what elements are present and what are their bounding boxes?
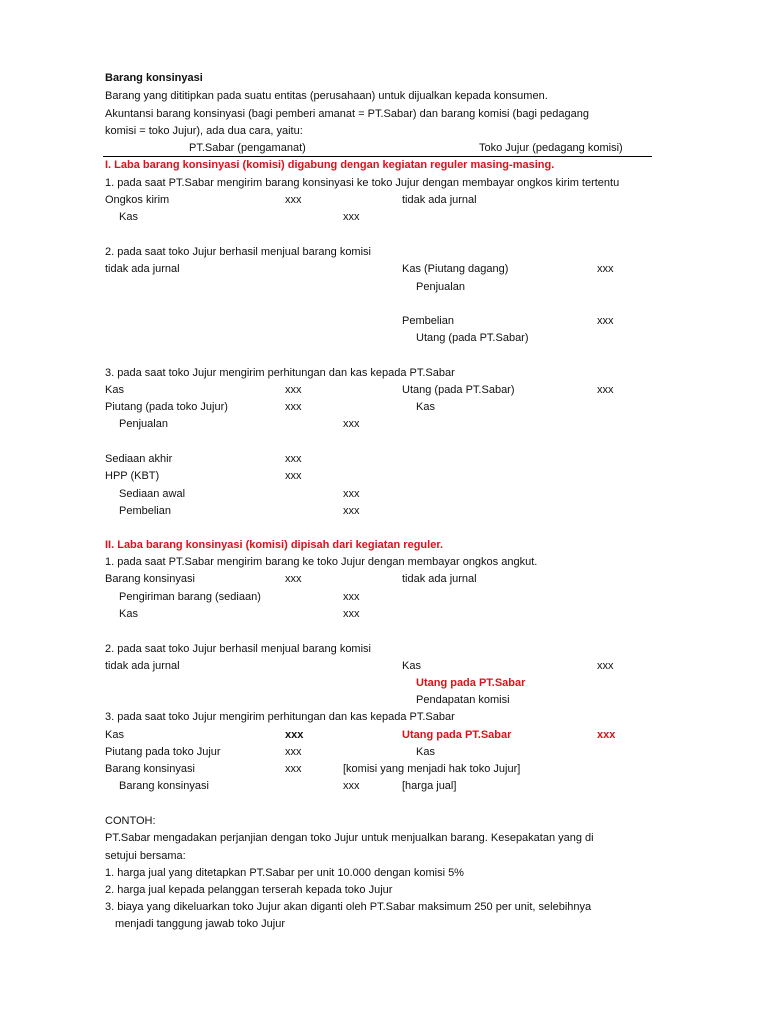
- s1-step1-debit-amount: xxx: [285, 194, 302, 206]
- s2-step3-left-l1: Kas: [105, 729, 124, 741]
- s1-step1-debit-account: Ongkos kirim: [105, 194, 170, 206]
- s2-step1-left-l1: Barang konsinyasi: [105, 573, 195, 585]
- s2-step3-left-l3: Barang konsinyasi: [105, 763, 195, 775]
- s1-step1-credit-amount: xxx: [343, 211, 360, 223]
- document-title: Barang konsinyasi: [105, 72, 203, 84]
- definition-text: Barang yang dititipkan pada suatu entitas (perusahaan) untuk dijualkan kepada konsumen.: [105, 90, 548, 102]
- s1-step2-right-debit-amount: xxx: [597, 263, 614, 275]
- s2-step2-right-l1: Kas: [402, 660, 421, 672]
- s2-step3-left-l3-note: [komisi yang menjadi hak toko Jujur]: [343, 763, 521, 775]
- s1-step3-left-l1: Kas: [105, 384, 124, 396]
- example-item-2: 2. harga jual kepada pelanggan terserah kepada toko Jujur: [105, 884, 393, 896]
- s2-step3-left-l4-note: [harga jual]: [402, 780, 457, 792]
- s1-step3-left-l3: Penjualan: [119, 418, 168, 430]
- section-1-heading: I. Laba barang konsinyasi (komisi) digabung dengan kegiatan reguler masing-masing.: [105, 159, 555, 171]
- s1-step3-left-l5: HPP (KBT): [105, 470, 160, 482]
- s2-step3-title: 3. pada saat toko Jujur mengirim perhitungan dan kas kepada PT.Sabar: [105, 711, 455, 723]
- s2-step3-right-l1-amount: xxx: [597, 729, 616, 741]
- s1-step2-right-debit2-account: Pembelian: [402, 315, 454, 327]
- example-item-1: 1. harga jual yang ditetapkan PT.Sabar per unit 10.000 dengan komisi 5%: [105, 867, 464, 879]
- s2-step2-right-l2: Utang pada PT.Sabar: [416, 677, 526, 689]
- s1-step3-left-l3-amount: xxx: [343, 418, 360, 430]
- s1-step3-left-l6-amount: xxx: [343, 488, 360, 500]
- s1-step1-credit-account: Kas: [119, 211, 138, 223]
- s2-step3-left-l4-amount: xxx: [343, 780, 360, 792]
- example-label: CONTOH:: [105, 815, 156, 827]
- s2-step3-left-l4: Barang konsinyasi: [119, 780, 209, 792]
- s1-step2-right-debit2-amount: xxx: [597, 315, 614, 327]
- example-paragraph-line2: setujui bersama:: [105, 850, 186, 862]
- column-header-right: Toko Jujur (pedagang komisi): [479, 142, 623, 154]
- s1-step3-right-l1-amount: xxx: [597, 384, 614, 396]
- s1-step3-left-l2: Piutang (pada toko Jujur): [105, 401, 228, 413]
- s1-step3-left-l1-amount: xxx: [285, 384, 302, 396]
- s2-step1-left-l3-amount: xxx: [343, 608, 360, 620]
- accounting-intro-line1: Akuntansi barang konsinyasi (bagi pemberi amanat = PT.Sabar) dan barang komisi (bagi pedagang: [105, 108, 589, 120]
- s2-step2-right-l3: Pendapatan komisi: [416, 694, 510, 706]
- header-divider: [103, 156, 652, 157]
- s1-step2-right-credit-account: Penjualan: [416, 281, 465, 293]
- s2-step1-right-no-entry: tidak ada jurnal: [402, 573, 477, 585]
- s2-step1-left-l1-amount: xxx: [285, 573, 302, 585]
- s1-step3-left-l6: Sediaan awal: [119, 488, 186, 500]
- s1-step3-title: 3. pada saat toko Jujur mengirim perhitungan dan kas kepada PT.Sabar: [105, 367, 455, 379]
- s2-step1-title: 1. pada saat PT.Sabar mengirim barang ke toko Jujur dengan membayar ongkos angkut.: [105, 556, 538, 568]
- s2-step2-title: 2. pada saat toko Jujur berhasil menjual barang komisi: [105, 643, 371, 655]
- s1-step3-right-l1: Utang (pada PT.Sabar): [402, 384, 515, 396]
- column-header-left: PT.Sabar (pengamanat): [189, 142, 306, 154]
- s2-step3-right-l1: Utang pada PT.Sabar: [402, 729, 512, 741]
- s2-step2-right-l1-amount: xxx: [597, 660, 614, 672]
- s2-step3-left-l2-amount: xxx: [285, 746, 302, 758]
- example-paragraph-line1: PT.Sabar mengadakan perjanjian dengan toko Jujur untuk menjualkan barang. Kesepakatan yang di: [105, 832, 594, 844]
- s1-step2-left-no-entry: tidak ada jurnal: [105, 263, 180, 275]
- s1-step3-right-l2: Kas: [416, 401, 435, 413]
- s2-step3-left-l2: Piutang pada toko Jujur: [105, 746, 221, 758]
- s1-step3-left-l4: Sediaan akhir: [105, 453, 173, 465]
- s2-step2-left-no-entry: tidak ada jurnal: [105, 660, 180, 672]
- s1-step3-left-l5-amount: xxx: [285, 470, 302, 482]
- s1-step3-left-l7-amount: xxx: [343, 505, 360, 517]
- s2-step1-left-l3: Kas: [119, 608, 138, 620]
- s1-step3-left-l4-amount: xxx: [285, 453, 302, 465]
- s1-step1-title: 1. pada saat PT.Sabar mengirim barang konsinyasi ke toko Jujur dengan membayar ongkos kirim tertentu: [105, 177, 620, 189]
- section-2-heading: II. Laba barang konsinyasi (komisi) dipisah dari kegiatan reguler.: [105, 539, 444, 551]
- example-item-3-line1: 3. biaya yang dikeluarkan toko Jujur akan diganti oleh PT.Sabar maksimum 250 per unit, selebihnya: [105, 901, 592, 913]
- s1-step3-left-l7: Pembelian: [119, 505, 171, 517]
- accounting-intro-line2: komisi = toko Jujur), ada dua cara, yaitu:: [105, 125, 303, 137]
- s1-step2-right-credit2-account: Utang (pada PT.Sabar): [416, 332, 529, 344]
- s1-step2-title: 2. pada saat toko Jujur berhasil menjual barang komisi: [105, 246, 371, 258]
- s1-step1-right-no-entry: tidak ada jurnal: [402, 194, 477, 206]
- s1-step2-right-debit-account: Kas (Piutang dagang): [402, 263, 509, 275]
- s1-step3-left-l2-amount: xxx: [285, 401, 302, 413]
- s2-step1-left-l2: Pengiriman barang (sediaan): [119, 591, 261, 603]
- example-item-3-line2: menjadi tanggung jawab toko Jujur: [115, 918, 286, 930]
- s2-step3-left-l1-amount: xxx: [285, 729, 304, 741]
- s2-step1-left-l2-amount: xxx: [343, 591, 360, 603]
- s2-step3-left-l3-amount: xxx: [285, 763, 302, 775]
- s2-step3-right-l2: Kas: [416, 746, 435, 758]
